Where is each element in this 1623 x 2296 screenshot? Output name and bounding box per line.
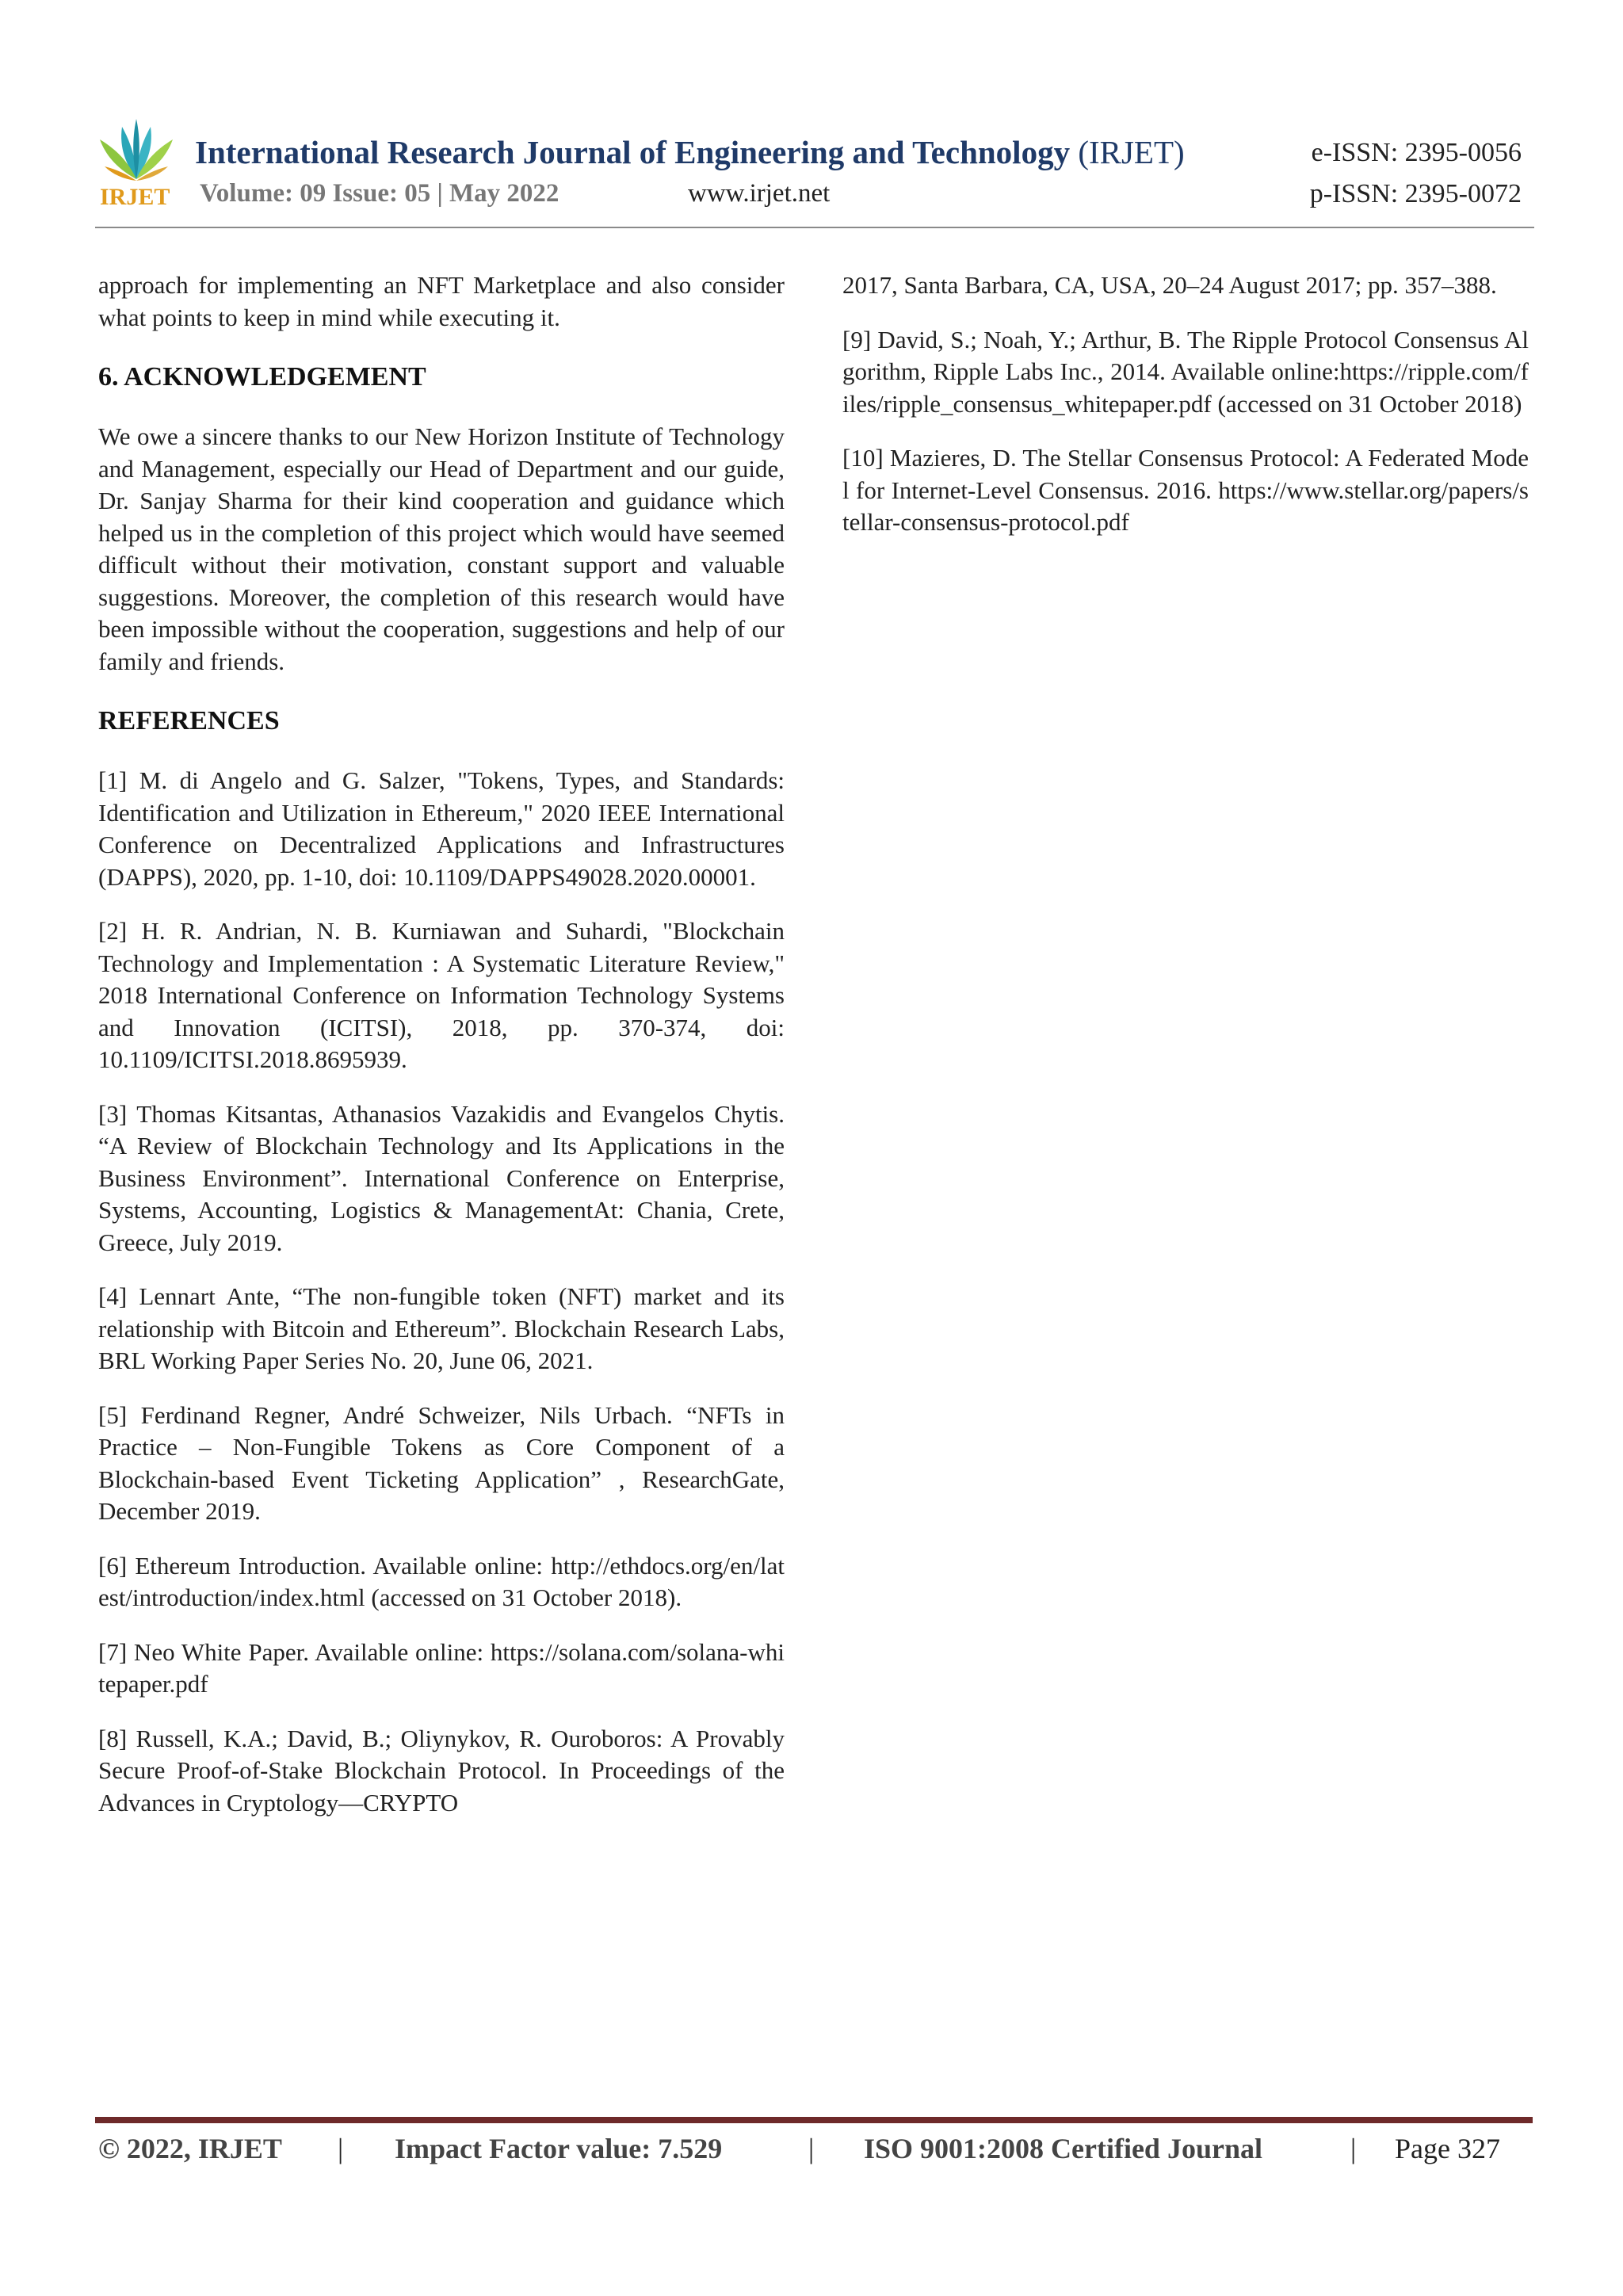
leaf-logo-icon	[95, 117, 178, 189]
header-divider	[95, 227, 1534, 228]
journal-abbr: (IRJET)	[1078, 134, 1185, 170]
footer-copyright: © 2022, IRJET	[98, 2133, 282, 2164]
reference-item-continued: 2017, Santa Barbara, CA, USA, 20–24 August 2017; pp. 357–388.	[842, 271, 1497, 299]
reference-item: [9] David, S.; Noah, Y.; Arthur, B. The Ripple Protocol Consensus Algorithm, Ripple Labs Inc., 2014. Available online:https://ripple.com/files/ripple_consensus_whitepaper.pdf (accessed on 31 October 2018)	[842, 325, 1529, 418]
volume-issue: Volume: 09 Issue: 05 | May 2022	[200, 179, 559, 208]
irjet-logo	[95, 117, 178, 212]
right-column	[842, 269, 1529, 561]
reference-item: [2] H. R. Andrian, N. B. Kurniawan and Suhardi, "Blockchain Technology and Implementation : A Systematic Literature Review," 2018 International Conference on Information Technology Systems and Innovation (ICITSI), 2018, pp. 370-374, doi: 10.1109/ICITSI.2018.8695939.	[98, 917, 785, 1073]
e-issn: e-ISSN: 2395-0056	[1311, 138, 1522, 167]
reference-item: [3] Thomas Kitsantas, Athanasios Vazakidis and Evangelos Chytis. “A Review of Blockchain Technology and Its Applications in the Business Environment”. International Conference on Enterprise, Systems, Accounting, Logistics & ManagementAt: Chania, Crete, Greece, July 2019.	[98, 1099, 785, 1256]
acknowledgement-paragraph: We owe a sincere thanks to our New Horizon Institute of Technology and Management, especially our Head of Department and our guide, Dr. Sanjay Sharma for their kind cooperation and guidance which helped us in the completion of this project which would have seemed difficult without their motivation, constant support and valuable suggestions. Moreover, the completion of this research would have been impossible without the cooperation, suggestions and help of our family and friends.	[98, 422, 785, 675]
left-column	[98, 269, 785, 1841]
reference-item: [10] Mazieres, D. The Stellar Consensus Protocol: A Federated Model for Internet-Level Consensus. 2016. https://www.stellar.org/papers/stellar-consensus-protocol.pdf	[842, 444, 1529, 536]
reference-item: [7] Neo White Paper. Available online: https://solana.com/solana-whitepaper.pdf	[98, 1637, 785, 1698]
p-issn: p-ISSN: 2395-0072	[1309, 179, 1522, 208]
reference-item: [6] Ethereum Introduction. Available online: http://ethdocs.org/en/latest/introduction/index.html (accessed on 31 October 2018).	[98, 1551, 785, 1611]
journal-website-link[interactable]: www.irjet.net	[688, 179, 831, 208]
footer-separator: |	[808, 2133, 815, 2164]
footer-separator: |	[1350, 2133, 1357, 2164]
reference-item: [8] Russell, K.A.; David, B.; Oliynykov, R. Ouroboros: A Provably Secure Proof-of-Stake Blockchain Protocol. In Proceedings of the Advances in Cryptology—CRYPTO	[98, 1724, 785, 1817]
page-header	[95, 117, 1534, 228]
acknowledgement-heading: 6. ACKNOWLEDGEMENT	[98, 362, 426, 392]
intro-paragraph: approach for implementing an NFT Marketplace and also consider what points to keep in mind while executing it.	[98, 271, 785, 331]
reference-item: [5] Ferdinand Regner, André Schweizer, Nils Urbach. “NFTs in Practice – Non-Fungible Tokens as Core Component of a Blockchain-based Event Ticketing Application” , ResearchGate, December 2019.	[98, 1400, 785, 1525]
reference-item: [4] Lennart Ante, “The non-fungible token (NFT) market and its relationship with Bitcoin and Ethereum”. Blockchain Research Labs, BRL Working Paper Series No. 20, June 06, 2021.	[98, 1282, 785, 1374]
footer-page-number: Page 327	[1395, 2133, 1500, 2164]
footer-separator: |	[338, 2133, 344, 2164]
references-heading: REFERENCES	[98, 706, 280, 735]
footer-iso: ISO 9001:2008 Certified Journal	[864, 2133, 1262, 2164]
page-footer	[98, 2132, 1533, 2172]
logo-wordmark: IRJET	[100, 184, 170, 210]
footer-impact-factor: Impact Factor value: 7.529	[395, 2133, 723, 2164]
journal-title	[195, 133, 1185, 171]
journal-title-text: International Research Journal of Engineering and Technology	[195, 134, 1071, 170]
footer-divider	[95, 2117, 1533, 2123]
reference-item: [1] M. di Angelo and G. Salzer, "Tokens, Types, and Standards: Identification and Utilization in Ethereum," 2020 IEEE International Conference on Decentralized Applications and Infrastructures (DAPPS), 2020, pp. 1-10, doi: 10.1109/DAPPS49028.2020.00001.	[98, 766, 785, 891]
